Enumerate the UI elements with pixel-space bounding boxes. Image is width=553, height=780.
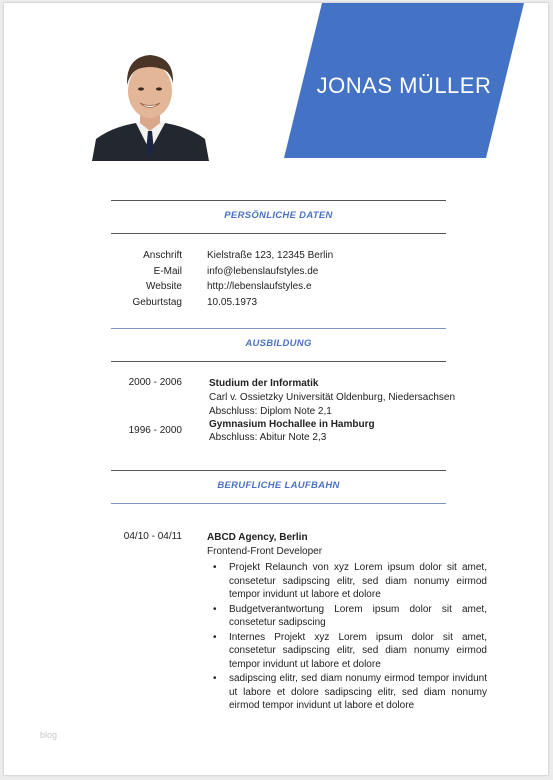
section-personal-header bbox=[111, 200, 446, 234]
label-address: Anschrift bbox=[143, 250, 182, 261]
education-dates-2: 1996 - 2000 bbox=[128, 425, 182, 436]
career-bullet-list bbox=[207, 561, 487, 714]
cv-page bbox=[4, 3, 548, 775]
portrait-image bbox=[92, 39, 209, 161]
list-item bbox=[207, 631, 487, 672]
career-dates-1: 04/10 - 04/11 bbox=[123, 531, 182, 542]
section-career-header bbox=[111, 470, 446, 504]
value-birthday: 10.05.1973 bbox=[207, 297, 258, 308]
education-title-2: Gymnasium Hochallee in Hamburg bbox=[209, 419, 375, 430]
list-item bbox=[207, 603, 487, 630]
career-role-1: Frontend-Front Developer bbox=[207, 546, 323, 557]
section-title-career: BERUFLICHE LAUFBAHN bbox=[217, 480, 340, 491]
bullet-text: Projekt Relaunch von xyz Lorem ipsum dolor sit amet, consetetur sadipscing elitr, sed diam nonumy eirmod tempor invidunt ut labore et dolore bbox=[229, 562, 487, 600]
bullet-icon: • bbox=[213, 673, 217, 684]
bullet-icon: • bbox=[213, 603, 217, 615]
education-line-1b: Abschluss: Diplom Note 2,1 bbox=[209, 406, 332, 417]
education-dates-1: 2000 - 2006 bbox=[128, 377, 182, 388]
value-address: Kielstraße 123, 12345 Berlin bbox=[207, 250, 334, 261]
education-line-2a: Abschluss: Abitur Note 2,3 bbox=[209, 432, 327, 443]
section-title-personal: PERSÖNLICHE DATEN bbox=[224, 210, 333, 221]
list-item bbox=[207, 561, 487, 602]
label-birthday: Geburtstag bbox=[132, 297, 182, 308]
bullet-text: Budgetverantwortung Lorem ipsum dolor sit amet, consetetur sadipscing bbox=[229, 603, 487, 628]
bullet-text: Internes Projekt xyz Lorem ipsum dolor sit amet, consetetur sadipscing elitr, sed diam nonumy eirmod tempor invidunt ut labore et dolore bbox=[229, 631, 487, 670]
section-education-header bbox=[111, 328, 446, 362]
bullet-text: sadipscing elitr, sed diam nonumy eirmod tempor invidunt ut labore et dolore sadipscing elitr, sed diam nonumy eirmod tempor invidunt ut labore et dolore bbox=[229, 673, 487, 711]
label-website: Website bbox=[146, 281, 182, 292]
profile-photo bbox=[92, 39, 209, 161]
bullet-icon: • bbox=[213, 631, 217, 643]
career-company-1: ABCD Agency, Berlin bbox=[207, 532, 308, 543]
section-title-education: AUSBILDUNG bbox=[245, 338, 312, 349]
person-name: JONAS MÜLLER bbox=[316, 73, 492, 98]
value-email[interactable]: info@lebenslaufstyles.de bbox=[207, 266, 319, 277]
education-title-1: Studium der Informatik bbox=[209, 378, 319, 389]
education-line-1a: Carl v. Ossietzky Universität Oldenburg, Niedersachsen bbox=[209, 392, 456, 403]
watermark-text: blog bbox=[40, 730, 58, 740]
value-website[interactable]: http://lebenslaufstyles.e bbox=[207, 281, 312, 292]
list-item bbox=[207, 672, 487, 713]
bullet-icon: • bbox=[213, 562, 217, 573]
label-email: E-Mail bbox=[153, 266, 182, 277]
name-banner bbox=[284, 3, 524, 158]
